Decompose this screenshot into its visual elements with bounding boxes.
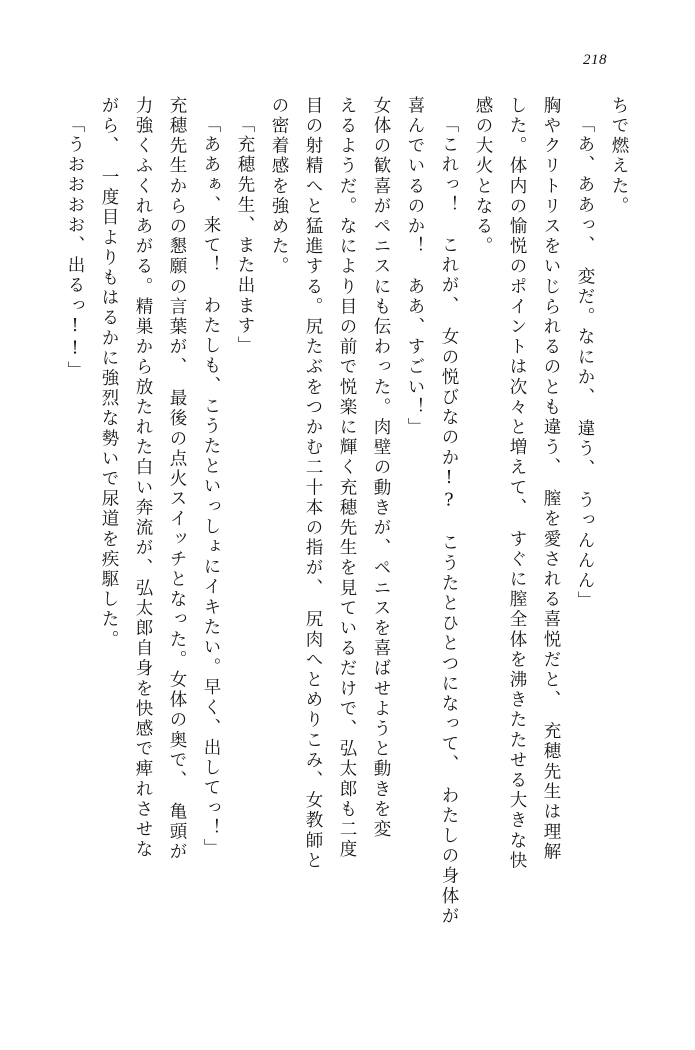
text-line: の密着感を強めた。 [269, 96, 289, 277]
text-line: 「うおおおお、出るっ!!」 [65, 115, 85, 382]
text-line: 「これっ！ これが、 女の悦びなのか!? こうたとひとつになって、 わたしの身体が [439, 115, 459, 927]
text-line: した。体内の愉悦のポイントは次々と増えて、 すぐに膣全体を沸きたたせる大きな快 [507, 96, 527, 872]
text-line: 目の射精へと猛進する。尻たぶをつかむ二十本の指が、 尻肉へとめりこみ、女教師と [303, 96, 323, 872]
text-line: 「あ、ああっ、 変だ。なにか、 違う、 うっんんん」 [575, 115, 595, 612]
text-line: がら、 一度目よりもはるかに強烈な勢いで尿道を疾駆した。 [99, 96, 119, 651]
text-line: ちで燃えた。 [609, 96, 629, 217]
page-number: 218 [583, 52, 607, 68]
vertical-text-body [62, 96, 627, 976]
text-line: 「ああぁ、来て！ わたしも、こうたといっしょにイキたい。早く、出してっ！」 [201, 115, 221, 859]
text-line: 喜んでいるのか！ ああ、すごい！」 [405, 96, 425, 438]
text-line: 胸やクリトリスをいじられるのとも違う、 膣を愛される喜悦だと、 充穂先生は理解 [541, 96, 561, 863]
text-line: 力強くふくれあがる。精巣から放たれた白い奔流が、弘太郎自身を快感で痺れさせな [133, 96, 153, 860]
text-line: 感の大火となる。 [473, 96, 493, 257]
text-line: 女体の歓喜がペニスにも伝わった。肉壁の動きが、ペニスを喜ばせようと動きを変 [371, 96, 391, 840]
text-line: 充穂先生からの懇願の言葉が、 最後の点火スイッチとなった。女体の奥で、 亀頭が [167, 96, 187, 863]
text-line: 「充穂先生、また出ます」 [235, 115, 255, 357]
text-line: えるようだ。なにより目の前で悦楽に輝く充穂先生を見ているだけで、弘太郎も二度 [337, 96, 357, 860]
